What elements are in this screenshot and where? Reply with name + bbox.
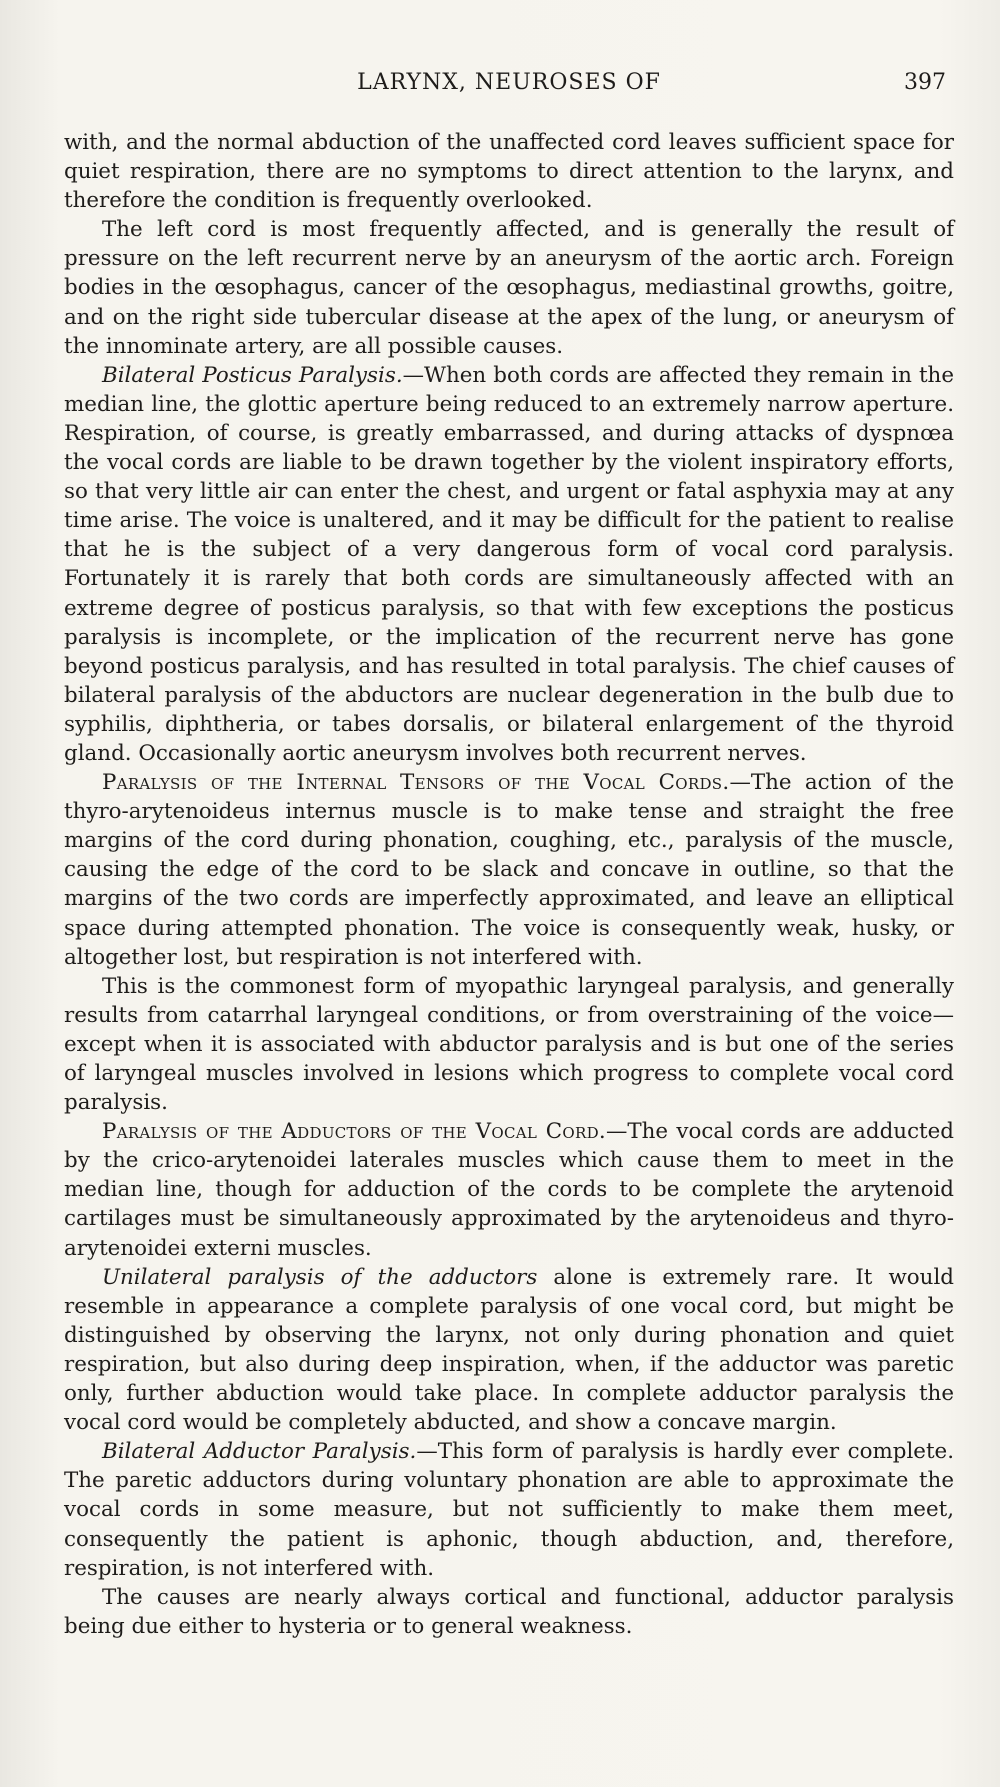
paragraph-bilateral-adductor bbox=[64, 1437, 954, 1582]
paragraph-text: The causes are nearly always cortical and functional, adductor paralysis being due either to hysteria or to general weakness. bbox=[64, 1584, 954, 1639]
paragraph-text: alone is extremely rare. It would resemble in appearance a complete paralysis of one vocal cord, but might be distinguished by observing the larynx, not only during phonation and quiet respiration, but also during deep inspiration, when, if the adductor was paretic only, further abduction would take place. In complete adductor paralysis the vocal cord would be completely abducted, and show a concave margin. bbox=[64, 1264, 954, 1436]
paragraph-causes bbox=[64, 1583, 954, 1641]
paragraph-continuation bbox=[64, 128, 954, 215]
paragraph-myopathic bbox=[64, 972, 954, 1117]
paragraph-adductors bbox=[64, 1117, 954, 1262]
paragraph-text: with, and the normal abduction of the unaffected cord leaves sufficient space for quiet respiration, there are no symptoms to direct attention to the larynx, and therefore the condition is frequently overlooked. bbox=[64, 130, 954, 214]
paragraph-bilateral-posticus bbox=[64, 361, 954, 768]
body-text bbox=[64, 128, 954, 1641]
paragraph-text: This is the commonest form of myopathic laryngeal paralysis, and generally results from catarrhal laryngeal conditions, or from overstraining of the voice—except when it is associated with abductor paralysis and is but one of the series of laryngeal muscles involved in lesions which progress to complete vocal cord paralysis. bbox=[64, 973, 954, 1116]
section-heading-italic: Unilateral paralysis of the adductors bbox=[102, 1264, 538, 1290]
page-number: 397 bbox=[904, 70, 946, 95]
paragraph-text: —This form of paralysis is hardly ever complete. The paretic adductors during voluntary phonation are able to approximate the vocal cords in some measure, but not sufficiently to make them meet, consequently the patient is aphonic, though abduction, and, therefore, respiration, is not interfered with. bbox=[64, 1439, 954, 1581]
paragraph-unilateral-adductors bbox=[64, 1263, 954, 1438]
section-heading-italic: Bilateral Posticus Paralysis. bbox=[102, 362, 403, 388]
section-heading-smallcaps: Paralysis of the Adductors of the Vocal Cord. bbox=[102, 1119, 606, 1145]
paragraph-text: —The vocal cords are adducted by the crico-arytenoidei laterales muscles which cause them to meet in the median line, though for adduction of the cords to be complete the arytenoid cartilages must be simultaneously approximated by the arytenoideus and thyro-arytenoidei externi muscles. bbox=[64, 1119, 954, 1261]
section-heading-smallcaps: Paralysis of the Internal Tensors of the Vocal Cords. bbox=[102, 770, 730, 796]
paragraph-text: —The action of the thyro-arytenoideus internus muscle is to make tense and straight the free margins of the cord during phonation, coughing, etc., paralysis of the muscle, causing the edge of the cord to be slack and concave in outline, so that the margins of the two cords are imperfectly approximated, and leave an elliptical space during attempted phonation. The voice is consequently weak, husky, or altogether lost, but respiration is not interfered with. bbox=[64, 770, 954, 970]
running-title: LARYNX, NEUROSES OF bbox=[357, 70, 661, 95]
paragraph-left-cord bbox=[64, 215, 954, 360]
paragraph-text: The left cord is most frequently affected, and is generally the result of pressure on the left recurrent nerve by an aneurysm of the aortic arch. Foreign bodies in the œsophagus, cancer of the œsophagus, mediastinal growths, goitre, and on the right side tubercular disease at the apex of the lung, or aneurysm of the innominate artery, are all possible causes. bbox=[64, 217, 954, 359]
running-header bbox=[66, 70, 952, 104]
paragraph-internal-tensors bbox=[64, 768, 954, 972]
paragraph-text: —When both cords are affected they remain in the median line, the glottic aperture being reduced to an extremely narrow aperture. Respiration, of course, is greatly embarrassed, and during attacks of dyspnœa the vocal cords are liable to be drawn together by the violent inspiratory efforts, so that very little air can enter the chest, and urgent or fatal asphyxia may at any time arise. The voice is unaltered, and it may be difficult for the patient to realise that he is the subject of a very dangerous form of vocal cord paralysis. Fortunately it is rarely that both cords are simultaneously affected with an extreme degree of posticus paralysis, so that with few exceptions the posticus paralysis is incomplete, or the implication of the recurrent nerve has gone beyond posticus paralysis, and has resulted in total paralysis. The chief causes of bilateral paralysis of the abductors are nuclear degeneration in the bulb due to syphilis, diphtheria, or tabes dorsalis, or bilateral enlargement of the thyroid gland. Occasionally aortic aneurysm involves both recurrent nerves. bbox=[64, 362, 954, 766]
section-heading-italic: Bilateral Adductor Paralysis. bbox=[102, 1439, 417, 1465]
